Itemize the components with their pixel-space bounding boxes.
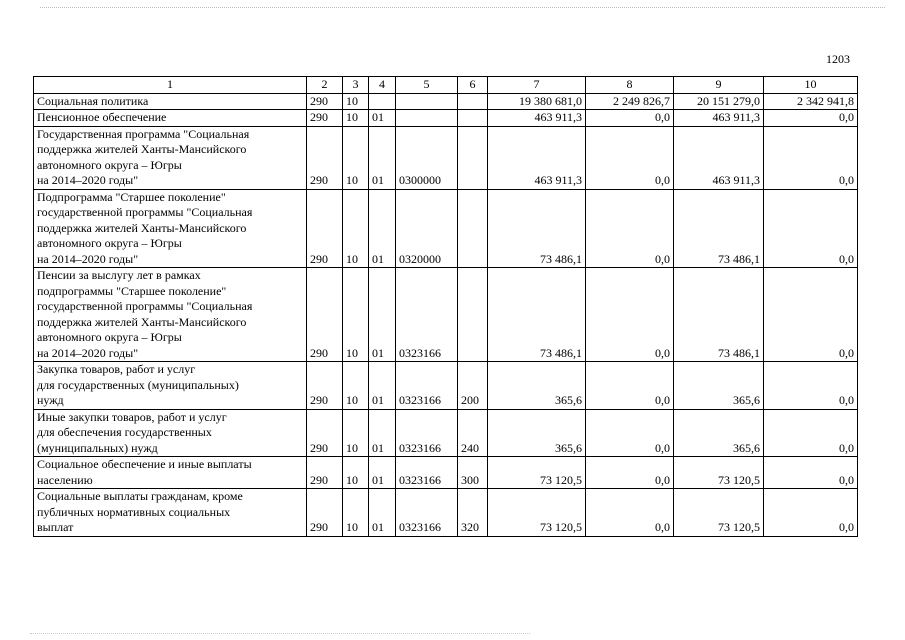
cell-section: 10 bbox=[343, 362, 369, 410]
item-name-line: Социальное обеспечение и иные выплаты bbox=[37, 457, 252, 471]
item-name-line: на 2014–2020 годы" bbox=[37, 251, 139, 266]
cell-subsection: 01 bbox=[369, 268, 396, 362]
cell-admin-code: 290 bbox=[307, 489, 343, 537]
item-name-line: Пенсии за выслугу лет в рамках bbox=[37, 268, 201, 282]
cell-expense-type bbox=[458, 93, 488, 110]
cell-amount-col7: 73 486,1 bbox=[488, 268, 586, 362]
table-row bbox=[34, 362, 858, 410]
scan-edge-bottom bbox=[30, 633, 530, 634]
column-header: 2 bbox=[307, 77, 343, 94]
cell-section: 10 bbox=[343, 126, 369, 189]
cell-section: 10 bbox=[343, 110, 369, 127]
cell-target-article bbox=[396, 93, 458, 110]
item-name-line: подпрограммы "Старшее поколение" bbox=[37, 283, 227, 298]
table-row bbox=[34, 457, 858, 489]
cell-subsection bbox=[369, 93, 396, 110]
cell-amount-col7: 365,6 bbox=[488, 362, 586, 410]
item-name-line: населению bbox=[37, 472, 93, 487]
item-name-line: автономного округа – Югры bbox=[37, 157, 182, 172]
table-row bbox=[34, 110, 858, 127]
cell-section: 10 bbox=[343, 268, 369, 362]
cell-section: 10 bbox=[343, 409, 369, 457]
cell-amount-col9: 73 486,1 bbox=[674, 268, 764, 362]
cell-section: 10 bbox=[343, 457, 369, 489]
item-name-line: Иные закупки товаров, работ и услуг bbox=[37, 409, 227, 424]
cell-item-name bbox=[34, 409, 307, 457]
item-name-line: Государственная программа "Социальная bbox=[37, 126, 250, 141]
item-name-line: для государственных (муниципальных) bbox=[37, 377, 239, 392]
item-name-line: государственной программы "Социальная bbox=[37, 205, 253, 219]
cell-amount-col10: 0,0 bbox=[764, 268, 858, 362]
item-name-line: автономного округа – Югры bbox=[37, 236, 182, 250]
cell-admin-code: 290 bbox=[307, 126, 343, 189]
cell-amount-col7: 73 120,5 bbox=[488, 457, 586, 489]
cell-amount-col8: 0,0 bbox=[586, 126, 674, 189]
cell-target-article: 0323166 bbox=[396, 489, 458, 537]
item-name-line: поддержка жителей Ханты-Мансийского bbox=[37, 220, 247, 235]
item-name-line: государственной программы "Социальная bbox=[37, 299, 253, 313]
item-name-line: публичных нормативных социальных bbox=[37, 504, 231, 519]
cell-subsection: 01 bbox=[369, 189, 396, 268]
item-name-line: для обеспечения государственных bbox=[37, 425, 212, 439]
cell-amount-col10: 0,0 bbox=[764, 110, 858, 127]
cell-expense-type: 300 bbox=[458, 457, 488, 489]
item-name-line: выплат bbox=[37, 520, 74, 534]
cell-item-name bbox=[34, 110, 307, 127]
column-header: 3 bbox=[343, 77, 369, 94]
cell-amount-col8: 0,0 bbox=[586, 362, 674, 410]
cell-amount-col8: 0,0 bbox=[586, 457, 674, 489]
cell-amount-col8: 0,0 bbox=[586, 409, 674, 457]
cell-expense-type: 240 bbox=[458, 409, 488, 457]
cell-expense-type bbox=[458, 110, 488, 127]
cell-item-name bbox=[34, 362, 307, 410]
cell-amount-col10: 0,0 bbox=[764, 409, 858, 457]
cell-item-name bbox=[34, 126, 307, 189]
cell-item-name bbox=[34, 189, 307, 268]
cell-amount-col9: 365,6 bbox=[674, 409, 764, 457]
cell-section: 10 bbox=[343, 93, 369, 110]
column-number-row bbox=[34, 77, 858, 94]
cell-amount-col7: 19 380 681,0 bbox=[488, 93, 586, 110]
cell-admin-code: 290 bbox=[307, 409, 343, 457]
cell-amount-col7: 463 911,3 bbox=[488, 110, 586, 127]
cell-target-article: 0300000 bbox=[396, 126, 458, 189]
cell-amount-col8: 2 249 826,7 bbox=[586, 93, 674, 110]
cell-admin-code: 290 bbox=[307, 189, 343, 268]
cell-amount-col10: 0,0 bbox=[764, 489, 858, 537]
cell-expense-type bbox=[458, 189, 488, 268]
column-header: 7 bbox=[488, 77, 586, 94]
item-name-line: на 2014–2020 годы" bbox=[37, 173, 139, 187]
cell-subsection: 01 bbox=[369, 457, 396, 489]
column-header: 6 bbox=[458, 77, 488, 94]
cell-admin-code: 290 bbox=[307, 457, 343, 489]
cell-amount-col10: 0,0 bbox=[764, 189, 858, 268]
item-name-line: (муниципальных) нужд bbox=[37, 440, 158, 455]
item-name-line: автономного округа – Югры bbox=[37, 330, 182, 344]
cell-amount-col9: 20 151 279,0 bbox=[674, 93, 764, 110]
cell-amount-col9: 73 120,5 bbox=[674, 489, 764, 537]
cell-amount-col7: 73 120,5 bbox=[488, 489, 586, 537]
cell-target-article: 0320000 bbox=[396, 189, 458, 268]
column-header: 9 bbox=[674, 77, 764, 94]
cell-section: 10 bbox=[343, 189, 369, 268]
table-row bbox=[34, 409, 858, 457]
item-name-line: Закупка товаров, работ и услуг bbox=[37, 362, 196, 376]
table-row bbox=[34, 268, 858, 362]
cell-item-name bbox=[34, 93, 307, 110]
cell-amount-col10: 0,0 bbox=[764, 362, 858, 410]
cell-expense-type: 200 bbox=[458, 362, 488, 410]
cell-amount-col9: 73 486,1 bbox=[674, 189, 764, 268]
cell-amount-col9: 365,6 bbox=[674, 362, 764, 410]
table-row bbox=[34, 126, 858, 189]
item-name-line: нужд bbox=[37, 393, 64, 407]
item-name-line: поддержка жителей Ханты-Мансийского bbox=[37, 142, 247, 156]
scan-edge-top bbox=[40, 7, 885, 8]
cell-amount-col7: 365,6 bbox=[488, 409, 586, 457]
cell-amount-col8: 0,0 bbox=[586, 268, 674, 362]
cell-subsection: 01 bbox=[369, 362, 396, 410]
item-name-line: Подпрограмма "Старшее поколение" bbox=[37, 189, 226, 204]
cell-target-article: 0323166 bbox=[396, 362, 458, 410]
cell-expense-type bbox=[458, 268, 488, 362]
column-header: 4 bbox=[369, 77, 396, 94]
cell-target-article: 0323166 bbox=[396, 409, 458, 457]
cell-expense-type: 320 bbox=[458, 489, 488, 537]
table-row bbox=[34, 489, 858, 537]
column-header: 10 bbox=[764, 77, 858, 94]
cell-amount-col9: 463 911,3 bbox=[674, 126, 764, 189]
cell-subsection: 01 bbox=[369, 110, 396, 127]
cell-amount-col10: 0,0 bbox=[764, 126, 858, 189]
cell-subsection: 01 bbox=[369, 489, 396, 537]
cell-admin-code: 290 bbox=[307, 93, 343, 110]
item-name-line: Пенсионное обеспечение bbox=[37, 110, 167, 124]
cell-target-article: 0323166 bbox=[396, 268, 458, 362]
item-name-line: Социальные выплаты гражданам, кроме bbox=[37, 489, 243, 503]
cell-subsection: 01 bbox=[369, 409, 396, 457]
column-header: 1 bbox=[34, 77, 307, 94]
cell-amount-col9: 73 120,5 bbox=[674, 457, 764, 489]
cell-section: 10 bbox=[343, 489, 369, 537]
item-name-line: Социальная политика bbox=[37, 93, 149, 108]
item-name-line: на 2014–2020 годы" bbox=[37, 345, 139, 360]
cell-amount-col9: 463 911,3 bbox=[674, 110, 764, 127]
cell-admin-code: 290 bbox=[307, 268, 343, 362]
cell-item-name bbox=[34, 268, 307, 362]
column-header: 8 bbox=[586, 77, 674, 94]
budget-table bbox=[33, 76, 858, 537]
cell-admin-code: 290 bbox=[307, 110, 343, 127]
item-name-line: поддержка жителей Ханты-Мансийского bbox=[37, 314, 247, 329]
cell-amount-col7: 463 911,3 bbox=[488, 126, 586, 189]
cell-subsection: 01 bbox=[369, 126, 396, 189]
page-number: 1203 bbox=[826, 52, 850, 66]
column-header: 5 bbox=[396, 77, 458, 94]
cell-amount-col8: 0,0 bbox=[586, 489, 674, 537]
cell-target-article bbox=[396, 110, 458, 127]
cell-item-name bbox=[34, 457, 307, 489]
cell-amount-col7: 73 486,1 bbox=[488, 189, 586, 268]
cell-expense-type bbox=[458, 126, 488, 189]
cell-target-article: 0323166 bbox=[396, 457, 458, 489]
cell-amount-col10: 2 342 941,8 bbox=[764, 93, 858, 110]
table-row bbox=[34, 93, 858, 110]
cell-item-name bbox=[34, 489, 307, 537]
cell-amount-col8: 0,0 bbox=[586, 189, 674, 268]
cell-amount-col8: 0,0 bbox=[586, 110, 674, 127]
table-row bbox=[34, 189, 858, 268]
cell-amount-col10: 0,0 bbox=[764, 457, 858, 489]
cell-admin-code: 290 bbox=[307, 362, 343, 410]
